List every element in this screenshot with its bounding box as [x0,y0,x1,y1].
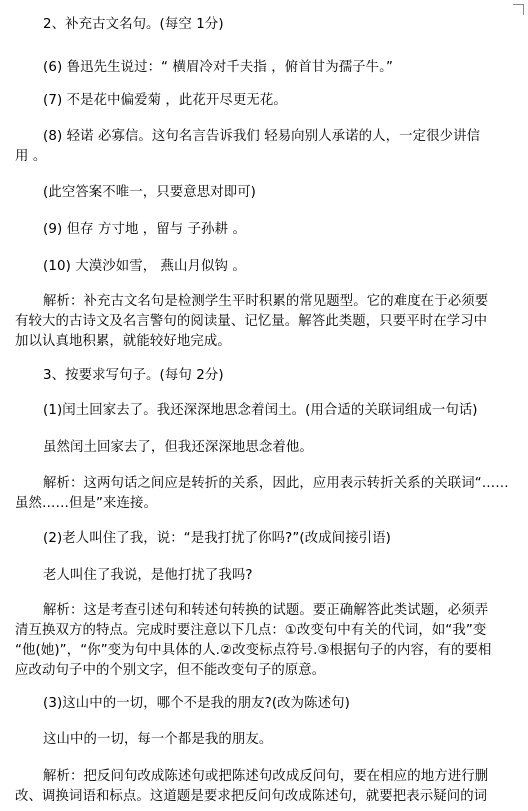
paragraph-text: (7) 不是花中偏爱菊 ，此花开尽更无花。 [43,93,287,108]
question-8 [15,127,515,167]
page-corner-mark [513,4,524,15]
paragraph-line: 虽然……但是”来连接。 [15,496,157,511]
paragraph-line: “他(她)”，“你”变为句中具体的人.②改变标点符号.③根据句子的内容，有的要相 [15,643,492,658]
paragraph-line: 用 。 [15,149,47,164]
answer-3-3 [15,730,515,750]
paragraph-line: 解析：补充古文名句是检测学生平时积累的常见题型。它的难度在于必须要 [43,294,489,309]
section-3-heading [15,366,515,386]
question-7 [15,91,515,111]
answer-3-1 [15,438,515,458]
paragraph-text: 这山中的一切，每一个都是我的朋友。 [43,732,273,747]
answer-note [15,183,515,203]
paragraph-text: 3、按要求写句子。(每句 2分) [43,368,224,383]
paragraph-line: 解析：把反问句改成陈述句或把陈述句改成反问句，要在相应的地方进行删 [43,769,489,784]
paragraph-line: 清互换双方的特点。完成时要注意以下几点：①改变句中有关的代词，如“我”变 [15,623,487,638]
paragraph-text: 虽然闰土回家去了，但我还深深地思念着他。 [43,440,313,455]
paragraph-text: 老人叫住了我说，是他打扰了我吗? [43,568,253,583]
question-9 [15,220,515,240]
paragraph-text: (1)闰土回家去了。我还深深地思念着闰土。(用合适的关联词组成一句话) [43,403,478,418]
question-3-1 [15,401,515,421]
paragraph-line: 解析：这是考查引述句和转述句转换的试题。要正确解答此类试题，必须弄 [43,603,489,618]
paragraph-line: 解析：这两句话之间应是转折的关系，因此，应用表示转折关系的关联词“…… [43,476,509,491]
paragraph-text: (9) 但存 方寸地 ，留与 子孙耕 。 [43,222,246,237]
analysis-3-2 [15,601,515,681]
paragraph-text: (10) 大漠沙如雪， 燕山月似钩 。 [43,259,246,274]
paragraph-line: 改、调换词语和标点。这道题是要求把反问句改成陈述句，就要把表示疑问的词 [15,789,488,804]
question-3-2 [15,529,515,549]
section-2-heading [15,15,515,35]
paragraph-line: 有较大的古诗文及名言警句的阅读量、记忆量。解答此类题，只要平时在学习中 [15,314,488,329]
paragraph-text: (2)老人叫住了我，说：“是我打扰了你吗?”(改成间接引语) [43,531,391,546]
paragraph-text: (3)这山中的一切，哪个不是我的朋友?(改为陈述句) [43,696,350,711]
paragraph-text: (6) 鲁迅先生说过：“ 横眉冷对千夫指 ，俯首甘为孺子牛。” [43,60,393,75]
question-10 [15,257,515,277]
question-6 [15,58,515,78]
analysis-3-3 [15,767,515,807]
analysis-section-2 [15,292,515,352]
paragraph-line: 加以认真地积累，就能较好地完成。 [15,334,231,349]
analysis-3-1 [15,474,515,514]
paragraph-text: 2、补充古文名句。(每空 1分) [43,17,224,32]
paragraph-text: (此空答案不唯一，只要意思对即可) [43,185,257,200]
question-3-3 [15,694,515,714]
answer-3-2 [15,566,515,586]
paragraph-line: 应改动句子中的个别文字，但不能改变句子的原意。 [15,663,326,678]
paragraph-line: (8) 轻诺 必寡信。这句名言告诉我们 轻易向别人承诺的人，一定很少讲信 [43,129,481,144]
